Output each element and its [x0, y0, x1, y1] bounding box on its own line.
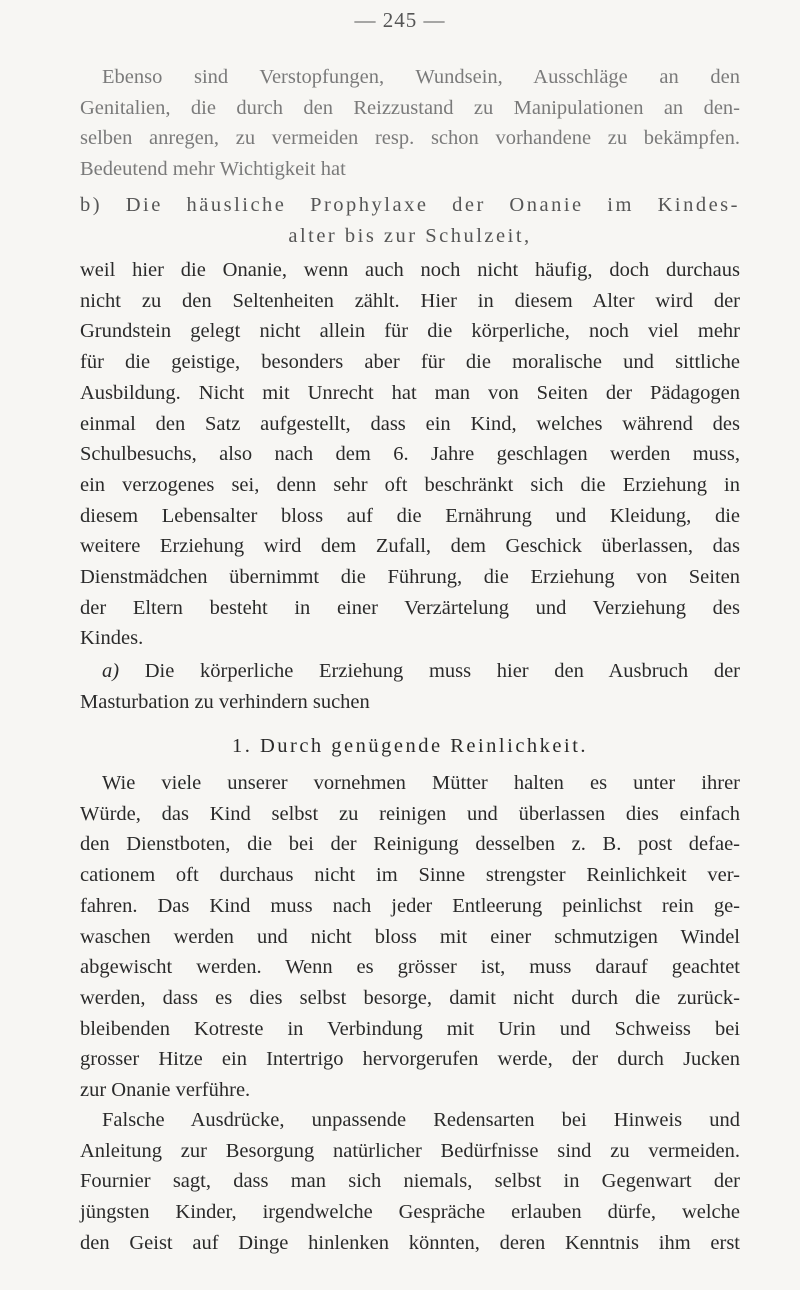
- text-line: Fournier sagt, dass man sich niemals, selbst in Gegenwart der: [80, 1170, 740, 1193]
- text-line: fahren. Das Kind muss nach jeder Entleerung peinlichst rein ge-: [80, 894, 740, 917]
- point-heading: 1. Durch genügende Reinlichkeit.: [231, 735, 589, 757]
- text-line: waschen werden und nicht bloss mit einer schmutzigen Windel: [80, 925, 740, 948]
- text-line: für die geistige, besonders aber für die moralische und sittliche: [80, 351, 740, 374]
- text-line: den Dienstboten, die bei der Reinigung desselben z. B. post defae-: [80, 833, 740, 856]
- section-heading-line: alter bis zur Schulzeit,: [288, 224, 532, 247]
- subsection-a: [80, 656, 740, 717]
- text-line: Anleitung zur Besorgung natürlicher Bedürfnisse sind zu vermeiden.: [80, 1139, 740, 1162]
- text-line: Masturbation zu verhindern suchen: [80, 690, 370, 713]
- text-line: Würde, das Kind selbst zu reinigen und überlassen dies einfach: [80, 802, 740, 825]
- text-line: diesem Lebensalter bloss auf die Ernährung und Kleidung, die: [80, 504, 740, 527]
- text-line: ein verzogenes sei, denn sehr oft beschränkt sich die Erziehung in: [80, 473, 740, 496]
- section-b-heading: [80, 190, 740, 251]
- text-line: bleibenden Kotreste in Verbindung mit Urin und Schweiss bei: [80, 1017, 740, 1040]
- text-line: jüngsten Kinder, irgendwelche Gespräche erlauben dürfe, welche: [80, 1201, 740, 1224]
- page-number: — 245 —: [354, 8, 446, 32]
- text-line: cationem oft durchaus nicht im Sinne strengster Reinlichkeit ver-: [80, 864, 740, 887]
- text-line: Bedeutend mehr Wichtigkeit hat: [80, 158, 346, 181]
- text-line: Wie viele unserer vornehmen Mütter halten es unter ihrer: [102, 772, 740, 794]
- text-line: einmal den Satz aufgestellt, dass ein Kind, welches während des: [80, 412, 740, 435]
- text-line: selben anregen, zu vermeiden resp. schon vorhandene zu bekämpfen.: [80, 127, 740, 150]
- text-line: der Eltern besteht in einer Verzärtelung und Verziehung des: [80, 596, 740, 619]
- point-1-heading: [80, 731, 740, 762]
- text-line: Grundstein gelegt nicht allein für die körperliche, noch viel mehr: [80, 320, 740, 343]
- subsection-label: a): [102, 660, 120, 682]
- paragraph-2: [80, 768, 740, 1106]
- section-heading-line: b) Die häusliche Prophylaxe der Onanie im Kindes-: [80, 194, 740, 216]
- text-line: nicht zu den Seltenheiten zählt. Hier in diesem Alter wird der: [80, 289, 740, 312]
- paragraph-3: [80, 1105, 740, 1259]
- text-line: zur Onanie verführe.: [80, 1079, 251, 1102]
- text-line: Falsche Ausdrücke, unpassende Redensarten bei Hinweis und: [102, 1109, 740, 1131]
- text-line: den Geist auf Dinge hinlenken könnten, deren Kenntnis ihm erst: [80, 1231, 740, 1254]
- text-line: Schulbesuchs, also nach dem 6. Jahre geschlagen werden muss,: [80, 443, 740, 466]
- text-line: werden, dass es dies selbst besorge, damit nicht durch die zurück-: [80, 986, 740, 1009]
- text-line: grosser Hitze ein Intertrigo hervorgerufen werde, der durch Jucken: [80, 1048, 740, 1071]
- text-line: Kindes.: [80, 627, 144, 650]
- subsection-line: [80, 656, 740, 687]
- text-line: Ebenso sind Verstopfungen, Wundsein, Ausschläge an den: [102, 66, 740, 88]
- subsection-text: Die körperliche Erziehung muss hier den Ausbruch der: [144, 660, 740, 682]
- text-line: Genitalien, die durch den Reizzustand zu Manipulationen an den-: [80, 96, 740, 119]
- text-line: weil hier die Onanie, wenn auch noch nicht häufig, doch durchaus: [80, 259, 740, 281]
- intro-paragraph: [80, 62, 740, 185]
- text-line: weitere Erziehung wird dem Zufall, dem Geschick überlassen, das: [80, 535, 740, 558]
- text-line: abgewischt werden. Wenn es grösser ist, muss darauf geachtet: [80, 956, 740, 979]
- text-line: Dienstmädchen übernimmt die Führung, die Erziehung von Seiten: [80, 566, 740, 589]
- text-line: Ausbildung. Nicht mit Unrecht hat man von Seiten der Pädagogen: [80, 381, 740, 404]
- paragraph-1: [80, 255, 740, 654]
